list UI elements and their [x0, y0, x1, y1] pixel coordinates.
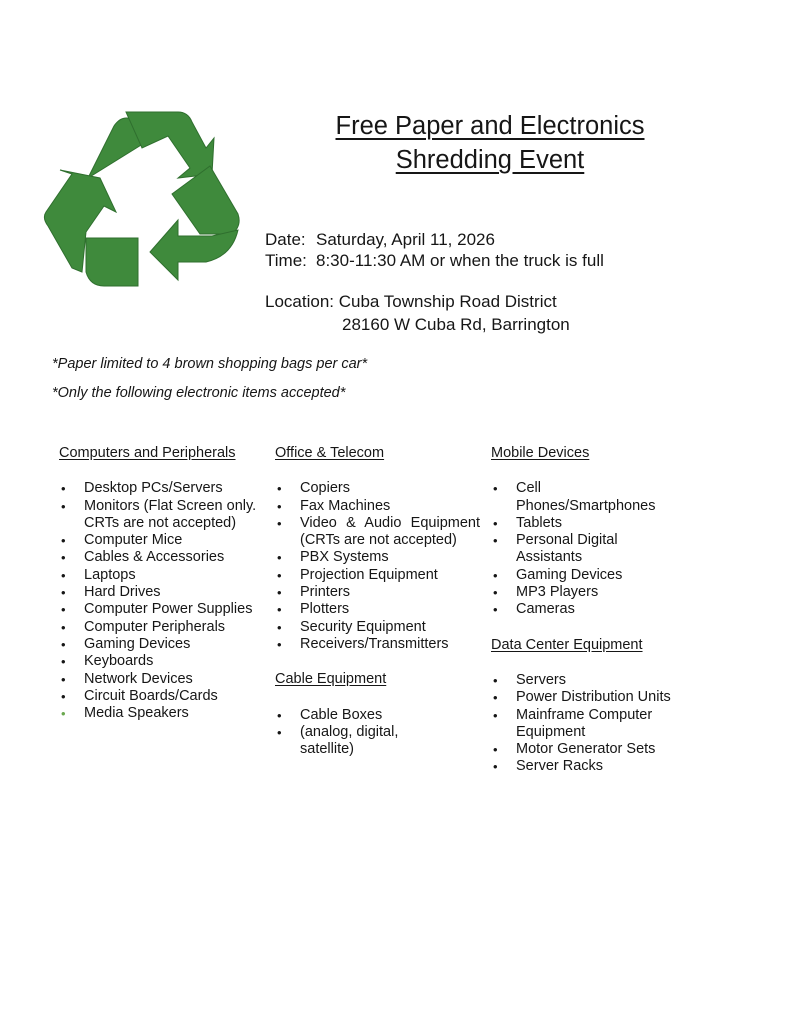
mobile-column: [491, 445, 701, 776]
list-item: • Security Equipment: [275, 619, 480, 636]
computers-list: [59, 480, 259, 722]
list-item: • Projection Equipment: [275, 567, 480, 584]
office-heading: Office & Telecom: [275, 445, 385, 461]
list-item: • Hard Drives: [59, 584, 259, 601]
location-label: Location:: [265, 292, 334, 311]
list-item: • Fax Machines: [275, 498, 480, 515]
list-item: • Monitors (Flat Screen only. CRTs are not accepted): [59, 498, 259, 533]
list-item: • Motor Generator Sets: [491, 741, 701, 758]
office-list: [275, 480, 480, 653]
list-item: • Gaming Devices: [59, 636, 259, 653]
list-item: • Cell Phones/Smartphones: [491, 480, 681, 515]
page-title-line-1: Free Paper and Electronics: [335, 112, 645, 140]
computers-column: [59, 445, 259, 722]
list-item: • Laptops: [59, 567, 259, 584]
list-item: • Copiers: [275, 480, 480, 497]
list-item: • Computer Power Supplies: [59, 601, 259, 618]
event-location: [265, 291, 557, 312]
time-value: 8:30-11:30 AM or when the truck is full: [316, 251, 604, 270]
datacenter-heading: Data Center Equipment: [491, 636, 643, 653]
list-item: • Media Speakers: [59, 705, 259, 722]
datacenter-list: [491, 672, 701, 776]
list-item: • Video & Audio Equipment (CRTs are not accepted): [275, 515, 480, 550]
date-value: Saturday, April 11, 2026: [316, 230, 495, 249]
list-item: • Plotters: [275, 601, 480, 618]
list-item: • Computer Mice: [59, 532, 259, 549]
list-item: • Cable Boxes: [275, 707, 480, 724]
list-item: • Cables & Accessories: [59, 549, 259, 566]
list-item: • Gaming Devices: [491, 567, 701, 584]
list-item: • Power Distribution Units: [491, 689, 701, 706]
list-item: • Circuit Boards/Cards: [59, 688, 259, 705]
date-label: Date:: [265, 230, 306, 249]
list-item: • (analog, digital, satellite): [275, 724, 410, 759]
event-date: [265, 229, 495, 250]
location-line-1: Cuba Township Road District: [338, 292, 557, 311]
list-item: • Receivers/Transmitters: [275, 636, 480, 653]
list-item: • Server Racks: [491, 758, 701, 775]
mobile-list: [491, 480, 701, 618]
list-item: • Desktop PCs/Servers: [59, 480, 259, 497]
electronics-note: *Only the following electronic items accepted*: [52, 385, 346, 401]
event-time: [265, 250, 604, 271]
cable-heading: Cable Equipment: [275, 671, 387, 688]
office-column: [275, 445, 480, 758]
cable-list: [275, 707, 480, 759]
list-item: • Keyboards: [59, 653, 259, 670]
list-item: • Network Devices: [59, 671, 259, 688]
list-item: • Mainframe Computer Equipment: [491, 707, 686, 742]
list-item: • MP3 Players: [491, 584, 701, 601]
list-item: • Tablets: [491, 515, 701, 532]
paper-limit-note: *Paper limited to 4 brown shopping bags per car*: [52, 356, 368, 372]
list-item: • PBX Systems: [275, 549, 480, 566]
page-title-line-2: Shredding Event: [395, 146, 585, 174]
list-item: • Servers: [491, 672, 701, 689]
recycle-icon: [42, 108, 242, 304]
event-address: [342, 314, 570, 335]
mobile-heading: Mobile Devices: [491, 445, 590, 461]
list-item: • Printers: [275, 584, 480, 601]
list-item: • Cameras: [491, 601, 701, 618]
time-label: Time:: [265, 251, 307, 270]
list-item: • Personal Digital Assistants: [491, 532, 646, 567]
computers-heading: Computers and Peripherals: [59, 445, 236, 461]
list-item: • Computer Peripherals: [59, 619, 259, 636]
location-line-2: 28160 W Cuba Rd, Barrington: [342, 315, 570, 334]
